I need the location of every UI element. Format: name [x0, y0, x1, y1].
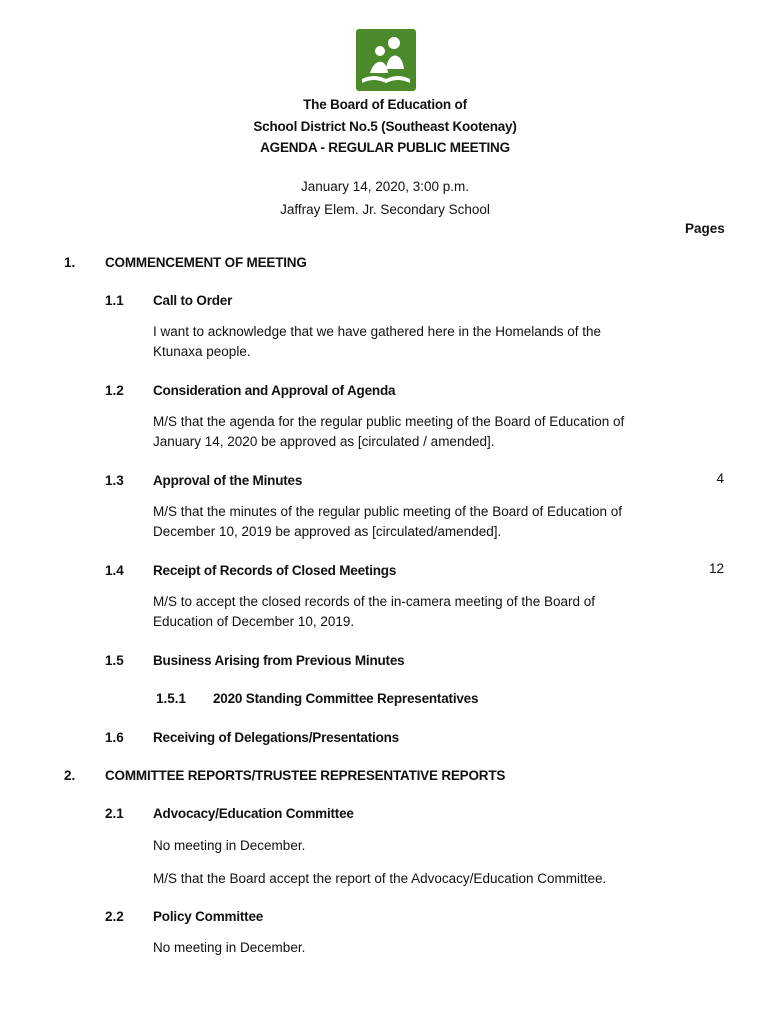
item-title: Approval of the Minutes — [153, 473, 303, 488]
text-line: M/S that the minutes of the regular public meeting of the Board of Education of — [153, 504, 623, 519]
item-number: 1.1 — [105, 293, 124, 308]
item-number: 1.3 — [105, 473, 124, 488]
item-number: 1.4 — [105, 563, 124, 578]
item-text — [153, 502, 653, 542]
item-text — [153, 836, 653, 856]
item-title: Policy Committee — [153, 909, 264, 924]
meeting-date: January 14, 2020, 3:00 p.m. — [300, 179, 470, 194]
text-line: M/S to accept the closed records of the in-camera meeting of the Board of — [153, 594, 595, 609]
item-title: Advocacy/Education Committee — [153, 806, 354, 821]
page-number: 12 — [708, 561, 724, 576]
section-number: 1. — [64, 255, 76, 270]
item-number: 1.5 — [105, 653, 124, 668]
subitem-number: 1.5.1 — [156, 691, 187, 706]
pages-column-label: Pages — [685, 221, 725, 236]
item-text — [153, 322, 653, 362]
board-title: The Board of Education of — [303, 97, 467, 112]
section-title: COMMITTEE REPORTS/TRUSTEE REPRESENTATIVE REPORTS — [105, 768, 506, 783]
text-line: Education of December 10, 2019. — [153, 614, 355, 629]
item-title: Call to Order — [153, 293, 233, 308]
text-line: No meeting in December. — [153, 838, 306, 853]
item-title: Receiving of Delegations/Presentations — [153, 730, 399, 745]
item-title: Receipt of Records of Closed Meetings — [153, 563, 397, 578]
text-line: December 10, 2019 be approved as [circulated/amended]. — [153, 524, 502, 539]
text-line: Ktunaxa people. — [153, 344, 251, 359]
text-line: No meeting in December. — [153, 940, 306, 955]
subitem-title: 2020 Standing Committee Representatives — [213, 691, 479, 706]
item-text — [153, 412, 653, 452]
item-number: 1.2 — [105, 383, 124, 398]
text-line: January 14, 2020 be approved as [circulated / amended]. — [153, 434, 495, 449]
item-number: 1.6 — [105, 730, 124, 745]
item-number: 2.2 — [105, 909, 124, 924]
section-number: 2. — [64, 768, 76, 783]
page-number: 4 — [716, 471, 724, 486]
text-line: I want to acknowledge that we have gathered here in the Homelands of the — [153, 324, 602, 339]
district-title: School District No.5 (Southeast Kootenay) — [253, 119, 517, 134]
item-text — [153, 938, 653, 958]
meeting-location: Jaffray Elem. Jr. Secondary School — [280, 202, 490, 217]
text-line: M/S that the agenda for the regular public meeting of the Board of Education of — [153, 414, 625, 429]
school-district-logo-icon — [356, 29, 416, 91]
agenda-title: AGENDA - REGULAR PUBLIC MEETING — [260, 140, 510, 155]
item-text — [153, 592, 653, 632]
section-title: COMMENCEMENT OF MEETING — [105, 255, 307, 270]
item-number: 2.1 — [105, 806, 124, 821]
item-motion-text: M/S that the Board accept the report of the Advocacy/Education Committee. — [153, 871, 607, 886]
item-title: Consideration and Approval of Agenda — [153, 383, 396, 398]
item-title: Business Arising from Previous Minutes — [153, 653, 405, 668]
